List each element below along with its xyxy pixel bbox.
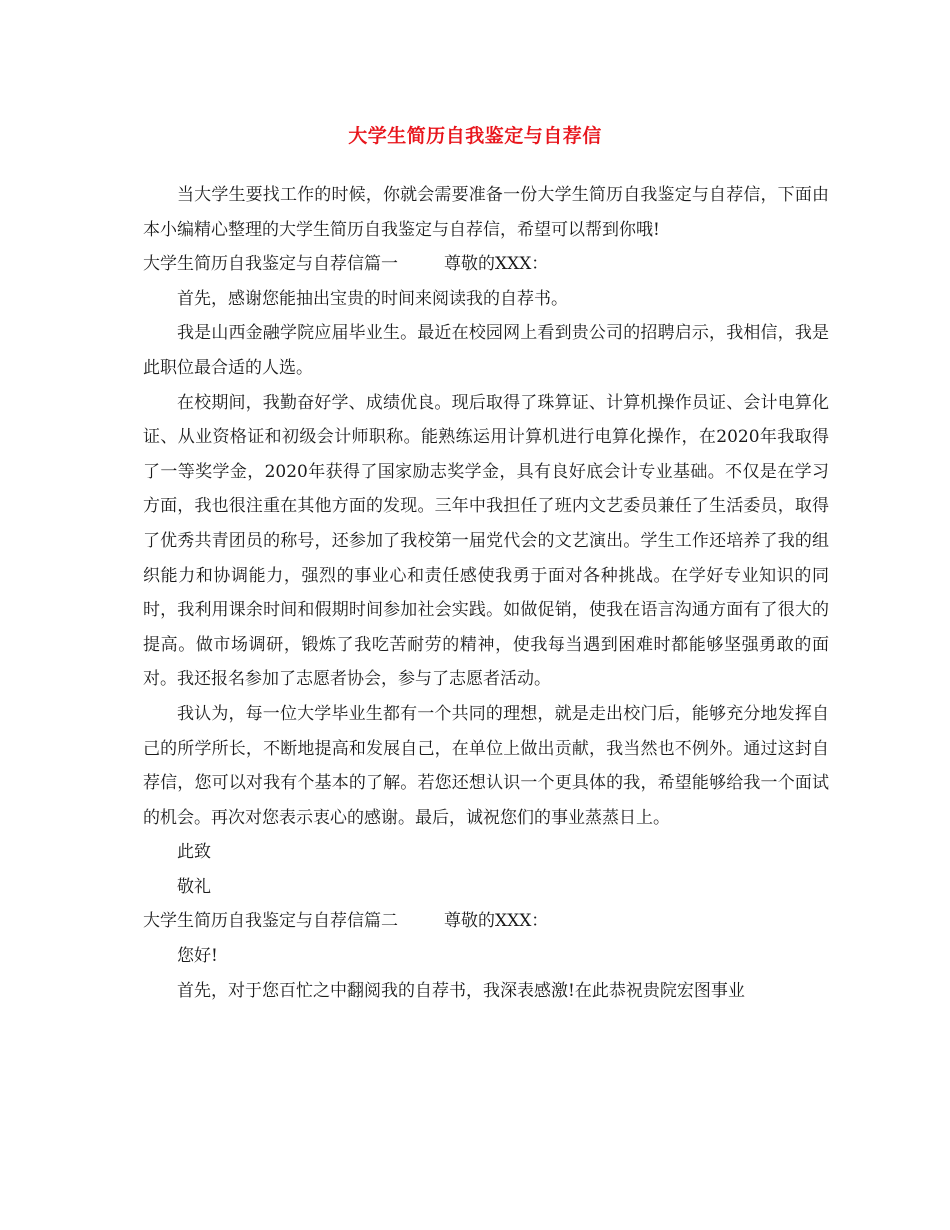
- part1-paragraph-2: 我是山西金融学院应届毕业生。最近在校园网上看到贵公司的招聘启示，我相信，我是此职位最合适的人选。: [143, 323, 829, 378]
- intro-paragraph: 当大学生要找工作的时候，你就会需要准备一份大学生简历自我鉴定与自荐信，下面由本小编精心整理的大学生简历自我鉴定与自荐信，希望可以帮到你哦!: [143, 185, 829, 240]
- part2-heading: 大学生简历自我鉴定与自荐信篇二: [143, 911, 398, 932]
- part1-paragraph-1: 首先，感谢您能抽出宝贵的时间来阅读我的自荐书。: [177, 288, 568, 309]
- part1-paragraph-4: 我认为，每一位大学毕业生都有一个共同的理想，就是走出校门后，能够充分地发挥自己的所学所长，不断地提高和发展自己，在单位上做出贡献，我当然也不例外。通过这封自荐信，您可以对我有个基本的了解。若您还想认识一个更具体的我，希望能够给我一个面试的机会。再次对您表示衷心的感谢。最后，诚祝您们的事业蒸蒸日上。: [143, 703, 829, 828]
- part1-closing-2: 敬礼: [177, 876, 211, 897]
- part2-paragraph-1: 首先，对于您百忙之中翻阅我的自荐书，我深表感激!在此恭祝贵院宏图事业: [177, 980, 745, 1001]
- part2-hello: 您好!: [177, 946, 218, 967]
- part1-paragraph-3: 在校期间，我勤奋好学、成绩优良。现后取得了珠算证、计算机操作员证、会计电算化证、从业资格证和初级会计师职称。能熟练运用计算机进行电算化操作，在2020年我取得了一等奖学金，2020年获得了国家励志奖学金，具有良好底会计专业基础。不仅是在学习方面，我也很注重在其他方面的发现。三年中我担任了班内文艺委员兼任了生活委员，取得了优秀共青团员的称号，还参加了我校第一届党代会的文艺演出。学生工作还培养了我的组织能力和协调能力，强烈的事业心和责任感使我勇于面对各种挑战。在学好专业知识的同时，我利用课余时间和假期时间参加社会实践。如做促销，使我在语言沟通方面有了很大的提高。做市场调研，锻炼了我吃苦耐劳的精神，使我每当遇到困难时都能够坚强勇敢的面对。我还报名参加了志愿者协会，参与了志愿者活动。: [143, 392, 829, 690]
- document-body: [143, 178, 829, 1008]
- part1-heading-line: [143, 247, 829, 282]
- part2-greeting: 尊敬的XXX：: [444, 911, 549, 932]
- part1-greeting: 尊敬的XXX：: [444, 254, 549, 275]
- part2-heading-line: [143, 904, 829, 939]
- document-title: 大学生简历自我鉴定与自荐信: [348, 125, 602, 147]
- part1-heading: 大学生简历自我鉴定与自荐信篇一: [143, 254, 398, 275]
- part1-closing-1: 此致: [177, 842, 211, 863]
